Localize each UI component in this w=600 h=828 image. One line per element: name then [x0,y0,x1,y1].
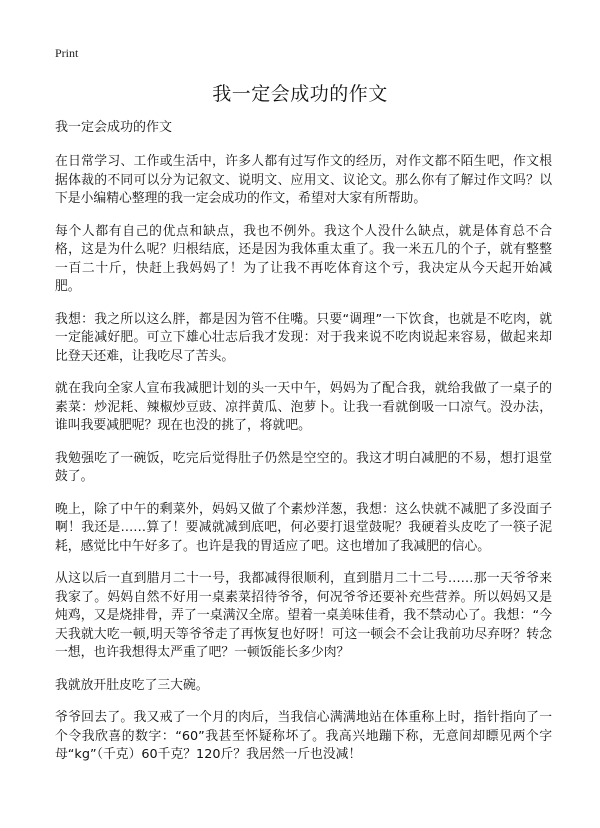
paragraph: 我想：我之所以这么胖，都是因为管不住嘴。只要“调理”一下饮食，也就是不吃肉，就一定能减好肥。可立下雄心壮志后我才发现：对于我来说不吃肉说起来容易，做起来却比登天还难，让我吃尽了苦头。 [55,311,552,364]
paragraph: 爷爷回去了。我又戒了一个月的肉后，当我信心满满地站在体重称上时，指针指向了一个令我欣喜的数字：“60”我甚至怀疑称坏了。我高兴地蹦下称，无意间却瞟见两个字母“kg”（千克）60千克？120斤？我居然一斤也没减！ [55,710,552,762]
paragraph: 每个人都有自己的优点和缺点，我也不例外。我这个人没什么缺点，就是体育总不合格，这是为什么呢？归根结底，还是因为我体重太重了。我一米五几的个子，就有整整一百二十斤，快赶上我妈妈了！为了让我不再吃体育这个亏，我决定从今天起开始减肥。 [55,223,552,294]
article-body [55,119,552,779]
article-subtitle: 我一定会成功的作文 [55,120,173,135]
page-title: 我一定会成功的作文 [212,83,388,105]
print-link[interactable]: Print [55,46,79,60]
paragraph-intro: 在日常学习、工作或生活中，许多人都有过写作文的经历，对作文都不陌生吧，作文根据体裁的不同可以分为记叙文、说明文、应用文、议论文。那么你有了解过作文吗？以下是小编精心整理的我一定会成功的作文，希望对大家有所帮助。 [55,154,552,206]
paragraph: 我勉强吃了一碗饭，吃完后觉得肚子仍然是空空的。我这才明白减肥的不易，想打退堂鼓了。 [55,450,552,484]
paragraph: 从这以后一直到腊月二十一号，我都减得很顺利，直到腊月二十二号……那一天爷爷来我家了。妈妈自然不好用一桌素菜招待爷爷，何况爷爷还要补充些营养。所以妈妈又是炖鸡，又是烧排骨，弄了一桌满汉全席。望着一桌美味佳肴，我不禁动心了。我想：“今天我就大吃一顿,明天等爷爷走了再恢复也好呀！可这一顿会不会让我前功尽弃呀？转念一想，也许我想得太严重了吧？一顿饭能长多少肉？ [55,571,552,660]
paragraph: 我就放开肚皮吃了三大碗。 [55,677,209,693]
paragraph: 就在我向全家人宣布我减肥计划的头一天中午，妈妈为了配合我，就给我做了一桌子的素菜：炒泥耗、辣椒炒豆豉、凉拌黄瓜、泡萝卜。让我一看就倒吸一口凉气。没办法，谁叫我要减肥呢？现在也没的挑了，将就吧。 [55,381,552,433]
paragraph: 晚上，除了中午的剩菜外，妈妈又做了个素炒洋葱，我想：这么快就不减肥了多没面子啊！我还是……算了！要减就减到底吧，何必要打退堂鼓呢？我硬着头皮吃了一筷子泥耗，感觉比中午好多了。也许是我的胃适应了吧。这也增加了我减肥的信心。 [55,501,552,554]
